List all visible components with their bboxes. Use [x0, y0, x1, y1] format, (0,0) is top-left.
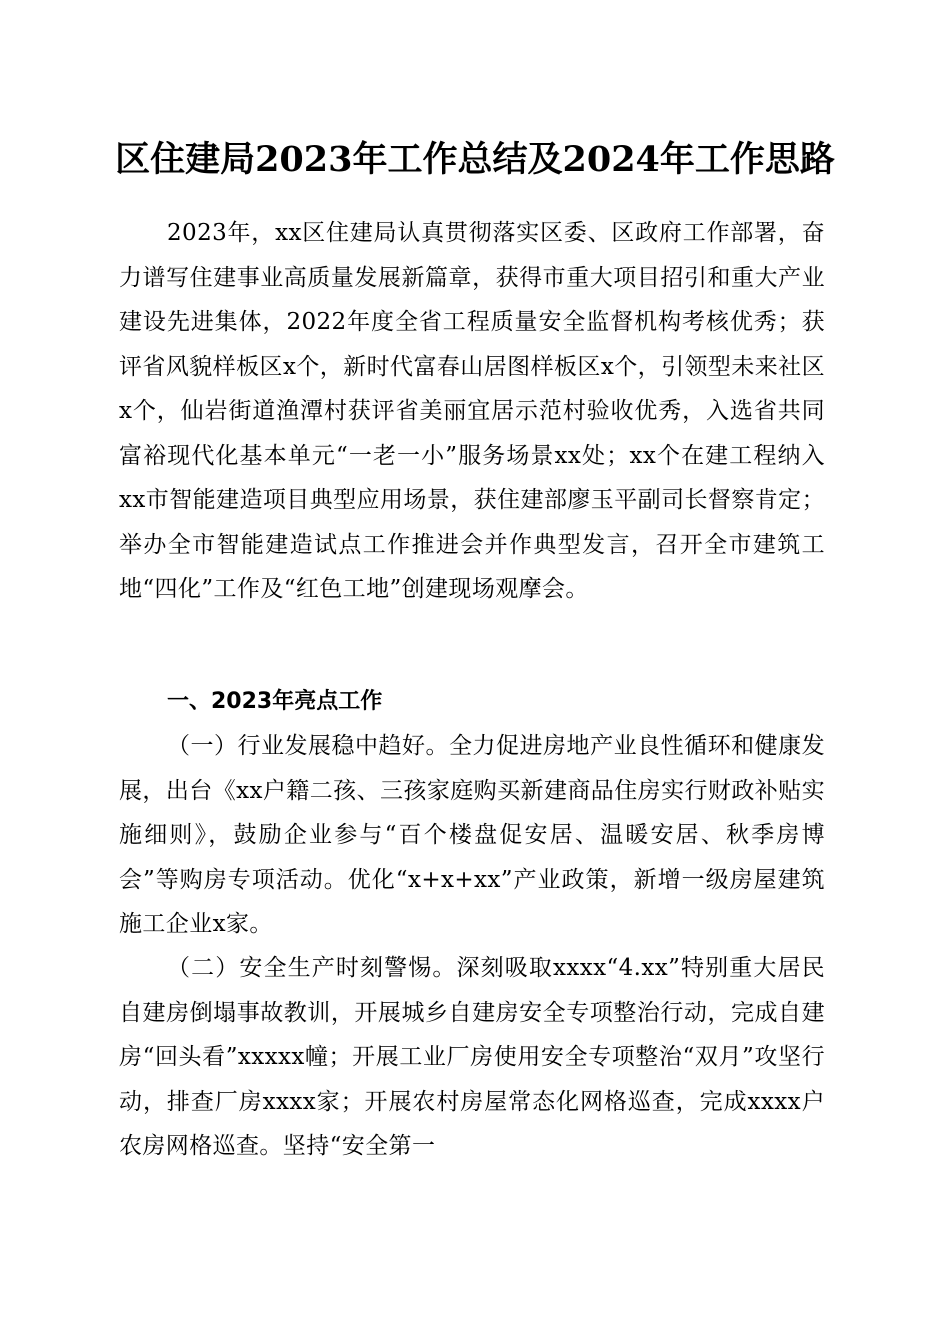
- section-heading-highlights: 一、2023年亮点工作: [167, 689, 383, 714]
- paragraph-production-safety: （二）安全生产时刻警惕。深刻吸取xxxx“4.xx”特别重大居民自建房倒塌事故教训，开展城乡自建房安全专项整治行动，完成自建房“回头看”xxxxx幢；开展工业厂房使用安全专项整治“双月”攻坚行动，排查厂房xxxx家；开展农村房屋常态化网格巡查，完成xxxx户农房网格巡查。坚持“安全第一: [119, 955, 825, 1159]
- intro-paragraph: 2023年，xx区住建局认真贯彻落实区委、区政府工作部署，奋力谱写住建事业高质量发展新篇章，获得市重大项目招引和重大产业建设先进集体，2022年度全省工程质量安全监督机构考核优秀；获评省风貌样板区x个，新时代富春山居图样板区x个，引领型未来社区x个，仙岩街道渔潭村获评省美丽宜居示范村验收优秀，入选省共同富裕现代化基本单元“一老一小”服务场景xx处；xx个在建工程纳入xx市智能建造项目典型应用场景，获住建部廖玉平副司长督察肯定；举办全市智能建造试点工作推进会并作典型发言，召开全市建筑工地“四化”工作及“红色工地”创建现场观摩会。: [119, 220, 825, 602]
- document-title: 区住建局2023年工作总结及2024年工作思路: [115, 139, 835, 180]
- paragraph-industry-development: （一）行业发展稳中趋好。全力促进房地产业良性循环和健康发展，出台《xx户籍二孩、三孩家庭购买新建商品住房实行财政补贴实施细则》，鼓励企业参与“百个楼盘促安居、温暖安居、秋季房博会”等购房专项活动。优化“x+x+xx”产业政策，新增一级房屋建筑施工企业x家。: [119, 733, 825, 937]
